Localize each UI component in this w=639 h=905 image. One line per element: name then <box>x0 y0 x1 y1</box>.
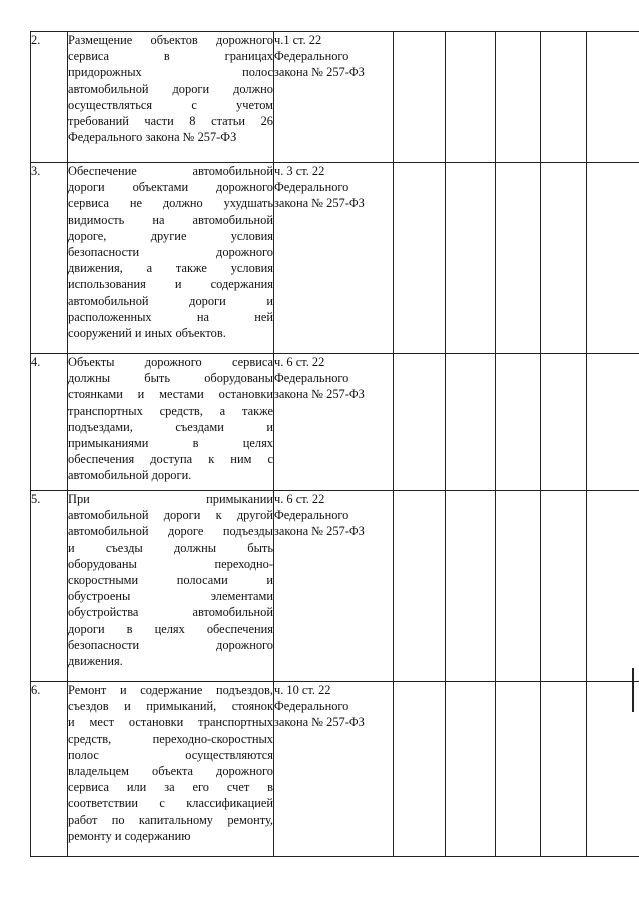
requirement-text-line: соответствии с классификацией <box>68 796 273 811</box>
legal-reference-cell <box>274 32 394 163</box>
empty-answer-cell <box>496 354 541 491</box>
legal-reference-line: закона № 257-ФЗ <box>274 715 365 730</box>
empty-answer-cell <box>541 491 587 682</box>
requirement-text-line: автомобильной дороги должно <box>68 81 273 96</box>
legal-reference-cell <box>274 491 394 682</box>
requirement-text-line: Размещение объектов дорожного <box>68 33 273 47</box>
requirement-text-line: Федерального закона № 257-ФЗ <box>68 130 237 145</box>
empty-answer-cell <box>496 682 541 857</box>
requirement-text-line: полос осуществляются <box>68 747 273 762</box>
legal-reference-cell <box>274 682 394 857</box>
requirement-cell <box>68 491 274 682</box>
empty-answer-cell <box>394 682 446 857</box>
legal-reference-cell <box>274 163 394 354</box>
requirement-text-line: примыканиями в целях <box>68 436 273 451</box>
requirement-text-line: безопасности дорожного <box>68 245 273 260</box>
requirement-text-line: безопасности дорожного <box>68 637 273 652</box>
requirement-text-line: транспортных средств, а также <box>68 403 273 418</box>
legal-reference-line: ч.1 ст. 22 <box>274 33 322 47</box>
empty-answer-cell <box>496 163 541 354</box>
row-number: 6. <box>31 683 41 697</box>
requirement-text-line: ремонту и содержанию <box>68 828 191 843</box>
requirement-text-line: стоянками и местами остановки <box>68 387 273 402</box>
requirement-text-line: автомобильной дороги и <box>68 293 273 308</box>
requirement-text-line: автомобильной дороге подъезды <box>68 524 273 539</box>
table-body <box>31 32 639 857</box>
requirement-text-line: средств, переходно-скоростных <box>68 731 273 746</box>
row-number-cell <box>31 354 68 491</box>
requirement-text-line: придорожных полос <box>68 65 273 80</box>
empty-answer-cell <box>541 32 587 163</box>
empty-answer-cell <box>587 491 639 682</box>
legal-reference-line: закона № 257-ФЗ <box>274 387 365 402</box>
empty-answer-cell <box>446 682 496 857</box>
row-number: 2. <box>31 33 41 47</box>
row-number-cell <box>31 682 68 857</box>
requirement-text-line: расположенных на ней <box>68 309 273 324</box>
row-number-cell <box>31 32 68 163</box>
requirement-cell <box>68 163 274 354</box>
legal-reference-line: Федерального <box>274 508 349 523</box>
empty-answer-cell <box>587 354 639 491</box>
requirement-text-line: сервиса в границах <box>68 49 273 64</box>
requirement-text-line: обеспечения доступа к ним с <box>68 452 273 467</box>
legal-reference-line: ч. 6 ст. 22 <box>274 355 325 369</box>
requirement-text-line: использования и содержания <box>68 277 273 292</box>
requirement-text-line: автомобильной дороги. <box>68 468 192 483</box>
legal-reference-line: ч. 3 ст. 22 <box>274 164 325 178</box>
requirement-text-line: сооружений и иных объектов. <box>68 326 226 341</box>
requirement-text-line: обустройства автомобильной <box>68 605 273 620</box>
row-number-cell <box>31 491 68 682</box>
requirement-text-line: Ремонт и содержание подъездов, <box>68 683 273 697</box>
legal-reference-line: закона № 257-ФЗ <box>274 65 365 80</box>
requirement-text-line: видимость на автомобильной <box>68 212 273 227</box>
requirement-text-line: осуществляться с учетом <box>68 97 273 112</box>
requirement-cell <box>68 682 274 857</box>
requirement-text-line: обустроены элементами <box>68 589 273 604</box>
requirement-cell <box>68 354 274 491</box>
requirement-text-line: владельцем объекта дорожного <box>68 764 273 779</box>
requirement-text-line: требований части 8 статьи 26 <box>68 114 273 129</box>
table-row <box>31 32 639 163</box>
legal-reference-line: Федерального <box>274 699 349 714</box>
requirement-text-line: сервиса или за его счет в <box>68 780 273 795</box>
requirement-text-line: Обеспечение автомобильной <box>68 164 273 178</box>
requirement-text-line: дороге, другие условия <box>68 228 273 243</box>
requirement-text-line: движения. <box>68 654 123 669</box>
empty-answer-cell <box>587 682 639 857</box>
row-number: 3. <box>31 164 41 178</box>
requirement-text-line: Объекты дорожного сервиса <box>68 355 273 369</box>
requirement-text-line: дороги объектами дорожного <box>68 180 273 195</box>
requirement-cell <box>68 32 274 163</box>
empty-answer-cell <box>394 354 446 491</box>
requirement-text-line: дороги в целях обеспечения <box>68 621 273 636</box>
table-row <box>31 354 639 491</box>
requirement-text-line: оборудованы переходно- <box>68 556 273 571</box>
table-row <box>31 163 639 354</box>
legal-reference-line: закона № 257-ФЗ <box>274 196 365 211</box>
row-number-cell <box>31 163 68 354</box>
empty-answer-cell <box>587 163 639 354</box>
table-row <box>31 491 639 682</box>
row-number: 5. <box>31 492 41 506</box>
requirements-table <box>30 31 639 857</box>
requirement-text-line: съездов и примыканий, стоянок <box>68 699 273 714</box>
empty-answer-cell <box>446 163 496 354</box>
empty-answer-cell <box>496 32 541 163</box>
row-number: 4. <box>31 355 41 369</box>
empty-answer-cell <box>446 354 496 491</box>
requirement-text-line: работ по капитальному ремонту, <box>68 812 273 827</box>
empty-answer-cell <box>394 491 446 682</box>
empty-answer-cell <box>541 682 587 857</box>
legal-reference-line: ч. 10 ст. 22 <box>274 683 331 697</box>
empty-answer-cell <box>446 32 496 163</box>
legal-reference-line: Федерального <box>274 180 349 195</box>
legal-reference-line: Федерального <box>274 371 349 386</box>
requirement-text-line: сервиса не должно ухудшать <box>68 196 273 211</box>
empty-answer-cell <box>394 163 446 354</box>
requirement-text-line: При примыкании <box>68 492 273 506</box>
empty-answer-cell <box>394 32 446 163</box>
requirement-text-line: и съезды должны быть <box>68 540 273 555</box>
empty-answer-cell <box>446 491 496 682</box>
requirement-text-line: должны быть оборудованы <box>68 371 273 386</box>
requirement-text-line: автомобильной дороги к другой <box>68 508 273 523</box>
legal-reference-line: закона № 257-ФЗ <box>274 524 365 539</box>
table-row <box>31 682 639 857</box>
empty-answer-cell <box>541 163 587 354</box>
legal-reference-cell <box>274 354 394 491</box>
empty-answer-cell <box>541 354 587 491</box>
requirement-text-line: скоростными полосами и <box>68 573 273 588</box>
empty-answer-cell <box>496 491 541 682</box>
legal-reference-line: ч. 6 ст. 22 <box>274 492 325 506</box>
requirement-text-line: подъездами, съездами и <box>68 419 273 434</box>
legal-reference-line: Федерального <box>274 49 349 64</box>
requirement-text-line: движения, а также условия <box>68 261 273 276</box>
empty-answer-cell <box>587 32 639 163</box>
requirement-text-line: и мест остановки транспортных <box>68 715 273 730</box>
